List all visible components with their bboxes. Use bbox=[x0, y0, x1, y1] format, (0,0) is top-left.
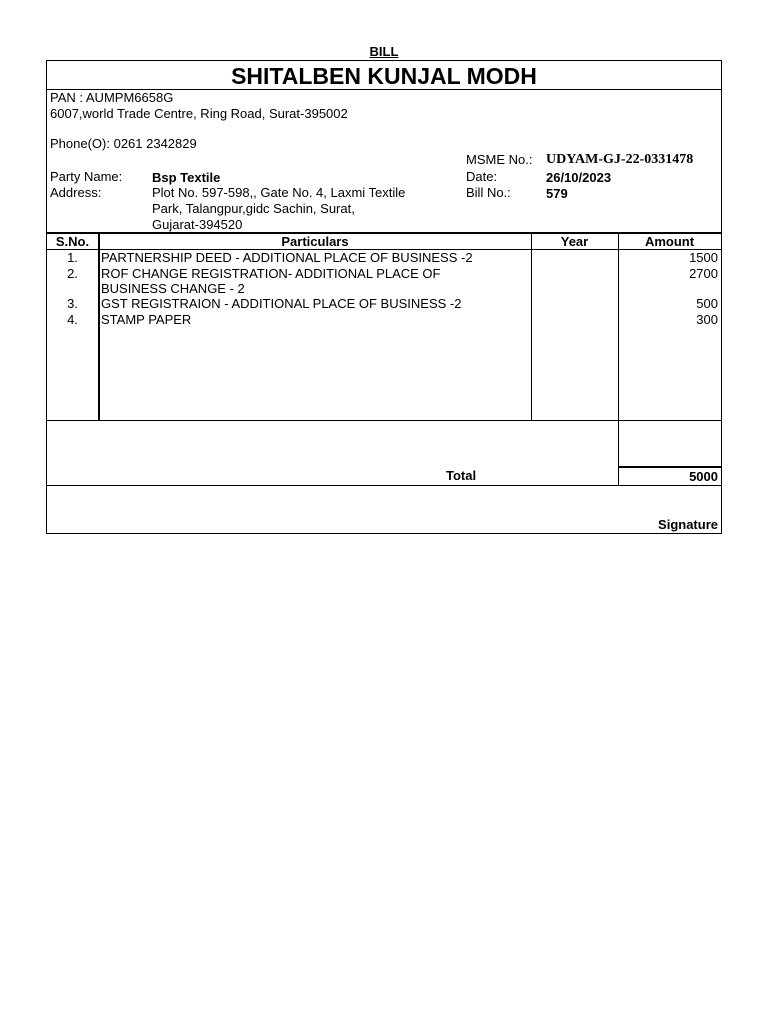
date-value: 26/10/2023 bbox=[546, 170, 612, 185]
row-4-particulars: STAMP PAPER bbox=[101, 312, 192, 327]
row-4-sno: 4. bbox=[67, 312, 78, 327]
signature-label: Signature bbox=[658, 517, 718, 532]
msme-value: UDYAM-GJ-22-0331478 bbox=[546, 152, 694, 167]
proprietor-name: SHITALBEN KUNJAL MODH bbox=[231, 63, 537, 89]
col-divider-particulars bbox=[531, 233, 532, 420]
party-name: Bsp Textile bbox=[152, 170, 221, 185]
header-particulars: Particulars bbox=[281, 234, 349, 249]
date-label: Date: bbox=[466, 169, 498, 184]
total-top-border bbox=[618, 466, 722, 468]
seller-address: 6007,world Trade Centre, Ring Road, Surat-395002 bbox=[50, 106, 348, 121]
header-year: Year bbox=[560, 234, 589, 249]
bill-heading: BILL bbox=[369, 44, 399, 59]
items-bottom-border bbox=[46, 420, 722, 421]
row-3-amount: 500 bbox=[696, 296, 718, 311]
party-name-label: Party Name: bbox=[50, 169, 123, 184]
msme-label: MSME No.: bbox=[466, 152, 533, 167]
total-label: Total bbox=[446, 468, 477, 483]
header-amount: Amount bbox=[644, 234, 695, 249]
party-address-line-1: Plot No. 597-598,, Gate No. 4, Laxmi Textile bbox=[152, 185, 406, 200]
party-address-line-2: Park, Talangpur,gidc Sachin, Surat, bbox=[152, 201, 355, 216]
row-4-amount: 300 bbox=[696, 312, 718, 327]
bill-no-label: Bill No.: bbox=[466, 185, 511, 200]
row-1-amount: 1500 bbox=[689, 250, 718, 265]
seller-phone: Phone(O): 0261 2342829 bbox=[50, 136, 197, 151]
row-1-sno: 1. bbox=[67, 250, 78, 265]
row-1-particulars: PARTNERSHIP DEED - ADDITIONAL PLACE OF BUSINESS -2 bbox=[101, 250, 473, 265]
row-2-sno: 2. bbox=[67, 266, 78, 281]
seller-pan: PAN : AUMPM6658G bbox=[50, 90, 174, 105]
bill-no-value: 579 bbox=[546, 186, 568, 201]
row-3-particulars: GST REGISTRAION - ADDITIONAL PLACE OF BUSINESS -2 bbox=[101, 296, 462, 311]
party-address-label: Address: bbox=[50, 185, 102, 200]
row-3-sno: 3. bbox=[67, 296, 78, 311]
row-2-amount: 2700 bbox=[689, 266, 718, 281]
row-2-particulars-line-2: BUSINESS CHANGE - 2 bbox=[101, 281, 245, 296]
row-2-particulars-line-1: ROF CHANGE REGISTRATION- ADDITIONAL PLACE OF bbox=[101, 266, 441, 281]
total-value: 5000 bbox=[689, 469, 718, 484]
total-bottom-border bbox=[46, 485, 722, 486]
party-address-line-3: Gujarat-394520 bbox=[152, 217, 243, 232]
header-sno: S.No. bbox=[55, 234, 90, 249]
